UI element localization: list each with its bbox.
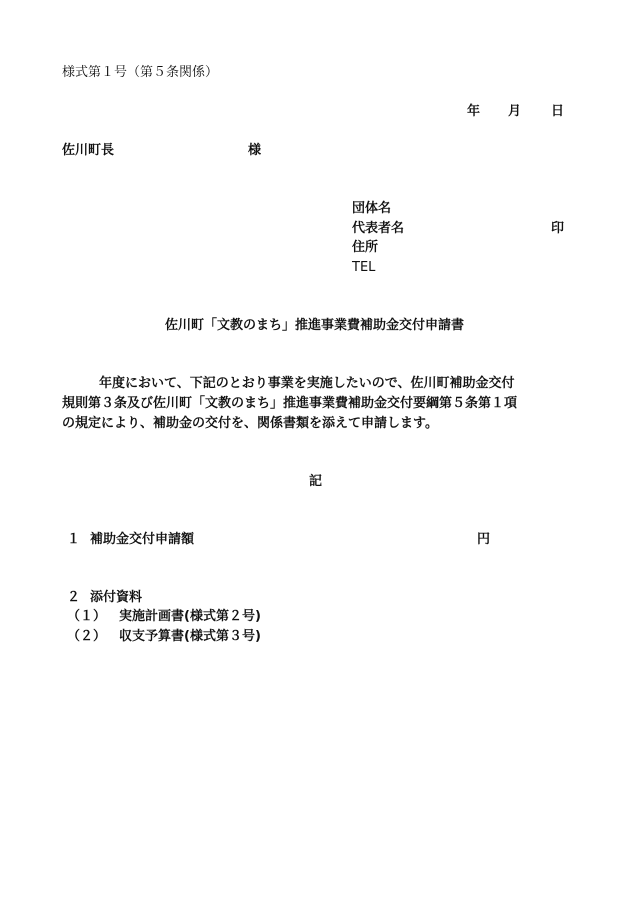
body-line-2: 規則第３条及び佐川町「文教のまち」推進事業費補助金交付要綱第５条第１項	[62, 396, 518, 411]
document-title: 佐川町「文教のまち」推進事業費補助金交付申請書	[165, 318, 465, 333]
date-month: 月	[508, 104, 522, 119]
body-line-1: 年度において、下記のとおり事業を実施したいので、佐川町補助金交付	[99, 376, 515, 391]
attachment-2-number: （２）	[67, 629, 107, 644]
tel-label: TEL	[352, 260, 376, 275]
item1-number: １	[67, 532, 81, 547]
date-year: 年	[467, 104, 481, 119]
address-label: 住所	[352, 240, 379, 255]
seal-mark: 印	[551, 221, 565, 236]
item1-unit: 円	[477, 532, 491, 547]
organization-label: 団体名	[352, 201, 392, 216]
form-number: 様式第１号（第５条関係）	[62, 65, 219, 80]
representative-label: 代表者名	[352, 221, 405, 236]
item2-label: 添付資料	[90, 590, 143, 605]
ki-heading: 記	[309, 474, 323, 489]
attachment-2-label: 収支予算書(様式第３号)	[119, 629, 261, 644]
addressee-honorific: 様	[248, 143, 262, 158]
date-day: 日	[551, 104, 565, 119]
attachment-1-label: 実施計画書(様式第２号)	[119, 609, 261, 624]
item2-number: ２	[67, 590, 81, 605]
body-line-3: の規定により、補助金の交付を、関係書類を添えて申請します。	[62, 416, 438, 431]
attachment-1-number: （１）	[67, 609, 107, 624]
item1-label: 補助金交付申請額	[90, 532, 195, 547]
addressee-name: 佐川町長	[62, 143, 115, 158]
